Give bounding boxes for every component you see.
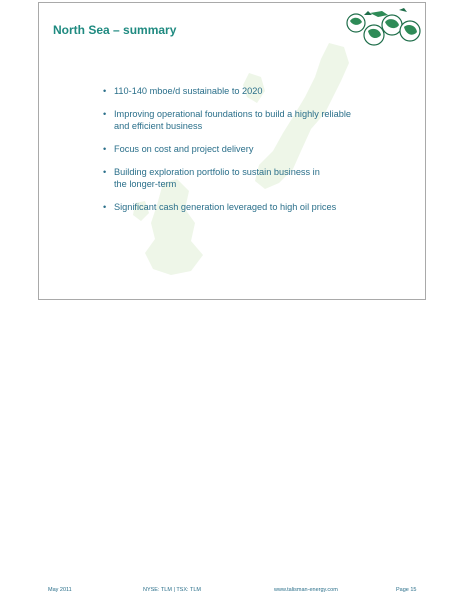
slide-title: North Sea – summary bbox=[53, 23, 177, 37]
bullet-text-continued: and efficient business bbox=[114, 121, 203, 131]
bullet-item bbox=[101, 85, 401, 97]
globe-logo-icon bbox=[344, 7, 422, 49]
footer-page-number: Page 15 bbox=[396, 587, 417, 593]
bullet-dot: • bbox=[103, 144, 107, 154]
bullet-text-continued: the longer-term bbox=[114, 179, 177, 189]
footer-date: May 2011 bbox=[48, 587, 72, 593]
slide bbox=[38, 2, 426, 300]
bullet-list bbox=[101, 85, 401, 224]
bullet-text: Building exploration portfolio to sustain business in bbox=[114, 167, 320, 177]
bullet-item bbox=[101, 108, 401, 132]
bullet-dot: • bbox=[103, 86, 107, 96]
bullet-item bbox=[101, 166, 401, 190]
bullet-text: Significant cash generation leveraged to high oil prices bbox=[114, 202, 337, 212]
footer-url: www.talisman-energy.com bbox=[274, 587, 338, 593]
footer-ticker: NYSE: TLM | TSX: TLM bbox=[143, 587, 201, 593]
bullet-dot: • bbox=[103, 167, 107, 177]
bullet-text: 110-140 mboe/d sustainable to 2020 bbox=[114, 86, 263, 96]
bullet-dot: • bbox=[103, 109, 107, 119]
bullet-item bbox=[101, 143, 401, 155]
bullet-item bbox=[101, 201, 401, 213]
bullet-text: Focus on cost and project delivery bbox=[114, 144, 254, 154]
bullet-dot: • bbox=[103, 202, 107, 212]
bullet-text: Improving operational foundations to build a highly reliable bbox=[114, 109, 351, 119]
